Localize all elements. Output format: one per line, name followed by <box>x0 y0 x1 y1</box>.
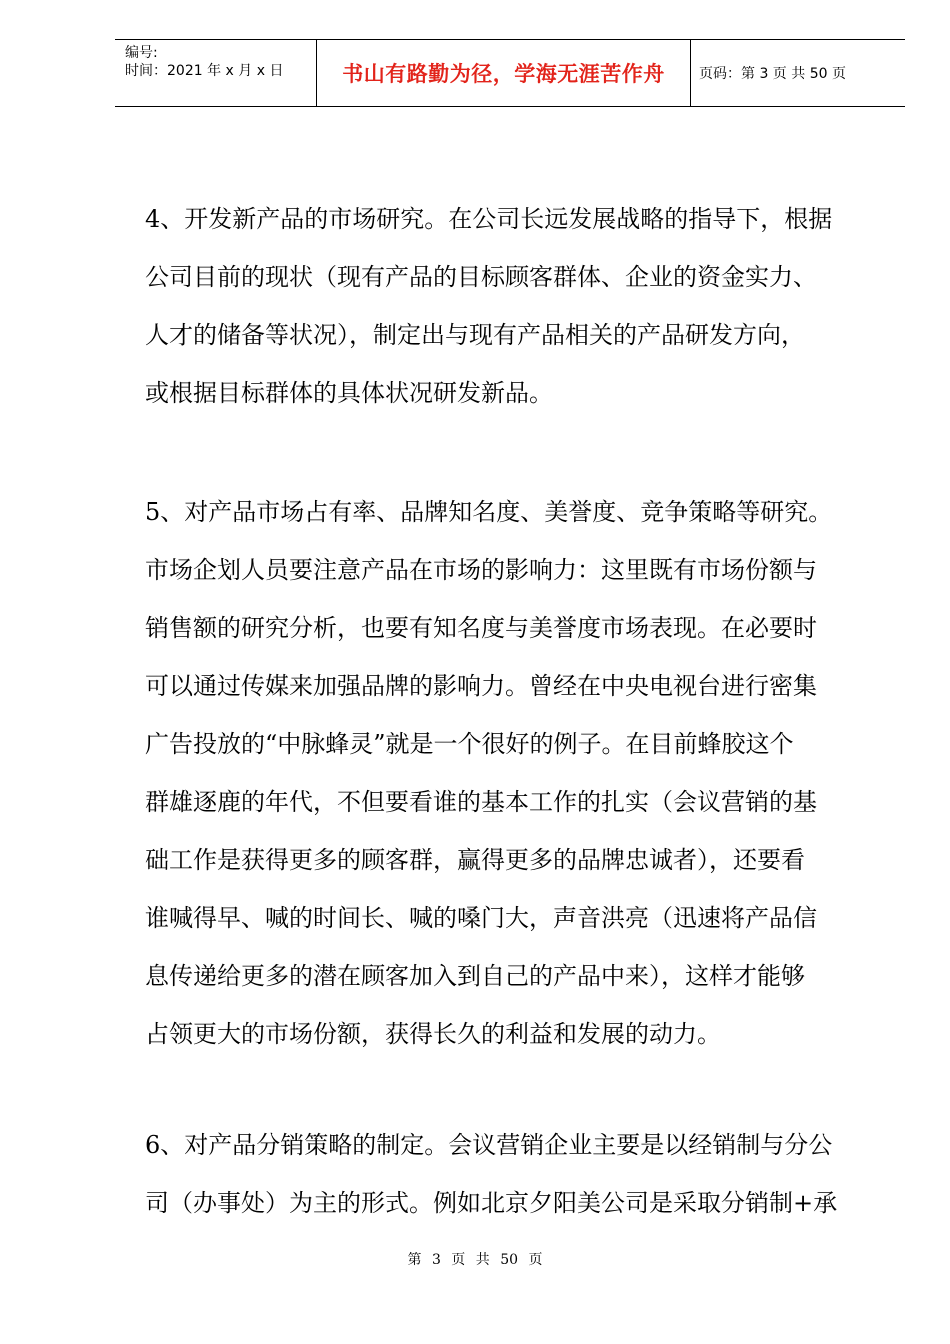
text-line: 占领更大的市场份额，获得长久的利益和发展的动力。 <box>145 1020 721 1048</box>
text-line: 公司目前的现状（现有产品的目标顾客群体、企业的资金实力、 <box>145 263 817 291</box>
header-motto-cell <box>316 40 691 106</box>
time-label: 时间：2021 年 x 月 x 日 <box>125 63 284 79</box>
text-line: 4、开发新产品的市场研究。在公司长远发展战略的指导下，根据 <box>145 205 833 233</box>
paragraph-4 <box>145 190 832 422</box>
text-line: 5、对产品市场占有率、品牌知名度、美誉度、竞争策略等研究。 <box>145 498 833 526</box>
text-line: 6、对产品分销策略的制定。会议营销企业主要是以经销制与分公 <box>145 1131 833 1159</box>
footer-page-number: 第 3 页 共 50 页 <box>407 1252 543 1268</box>
text-line: 销售额的研究分析，也要有知名度与美誉度市场表现。在必要时 <box>145 614 817 642</box>
text-line: 群雄逐鹿的年代，不但要看谁的基本工作的扎实（会议营销的基 <box>145 788 817 816</box>
text-line: 广告投放的“中脉蜂灵”就是一个很好的例子。在目前蜂胶这个 <box>145 730 794 758</box>
header-motto: 书山有路勤为径，学海无涯苦作舟 <box>342 62 665 86</box>
paragraph-5 <box>145 483 832 1063</box>
paragraph-6 <box>145 1116 837 1232</box>
text-line: 或根据目标群体的具体状况研发新品。 <box>145 379 553 407</box>
text-line: 息传递给更多的潜在顾客加入到自己的产品中来），这样才能够 <box>145 962 805 990</box>
page-footer <box>0 1249 950 1269</box>
header-page-info-cell <box>691 40 905 106</box>
serial-label: 编号: <box>125 45 158 61</box>
text-line: 谁喊得早、喊的时间长、喊的嗓门大，声音洪亮（迅速将产品信 <box>145 904 817 932</box>
text-line: 可以通过传媒来加强品牌的影响力。曾经在中央电视台进行密集 <box>145 672 817 700</box>
text-line: 市场企划人员要注意产品在市场的影响力：这里既有市场份额与 <box>145 556 817 584</box>
header-meta <box>115 40 316 106</box>
text-line: 人才的储备等状况），制定出与现有产品相关的产品研发方向， <box>145 321 805 349</box>
text-line: 司（办事处）为主的形式。例如北京夕阳美公司是采取分销制+承 <box>145 1189 838 1217</box>
text-line: 础工作是获得更多的顾客群，赢得更多的品牌忠诚者），还要看 <box>145 846 805 874</box>
page-header <box>115 39 905 107</box>
header-page-info: 页码：第 3 页 共 50 页 <box>699 66 846 82</box>
